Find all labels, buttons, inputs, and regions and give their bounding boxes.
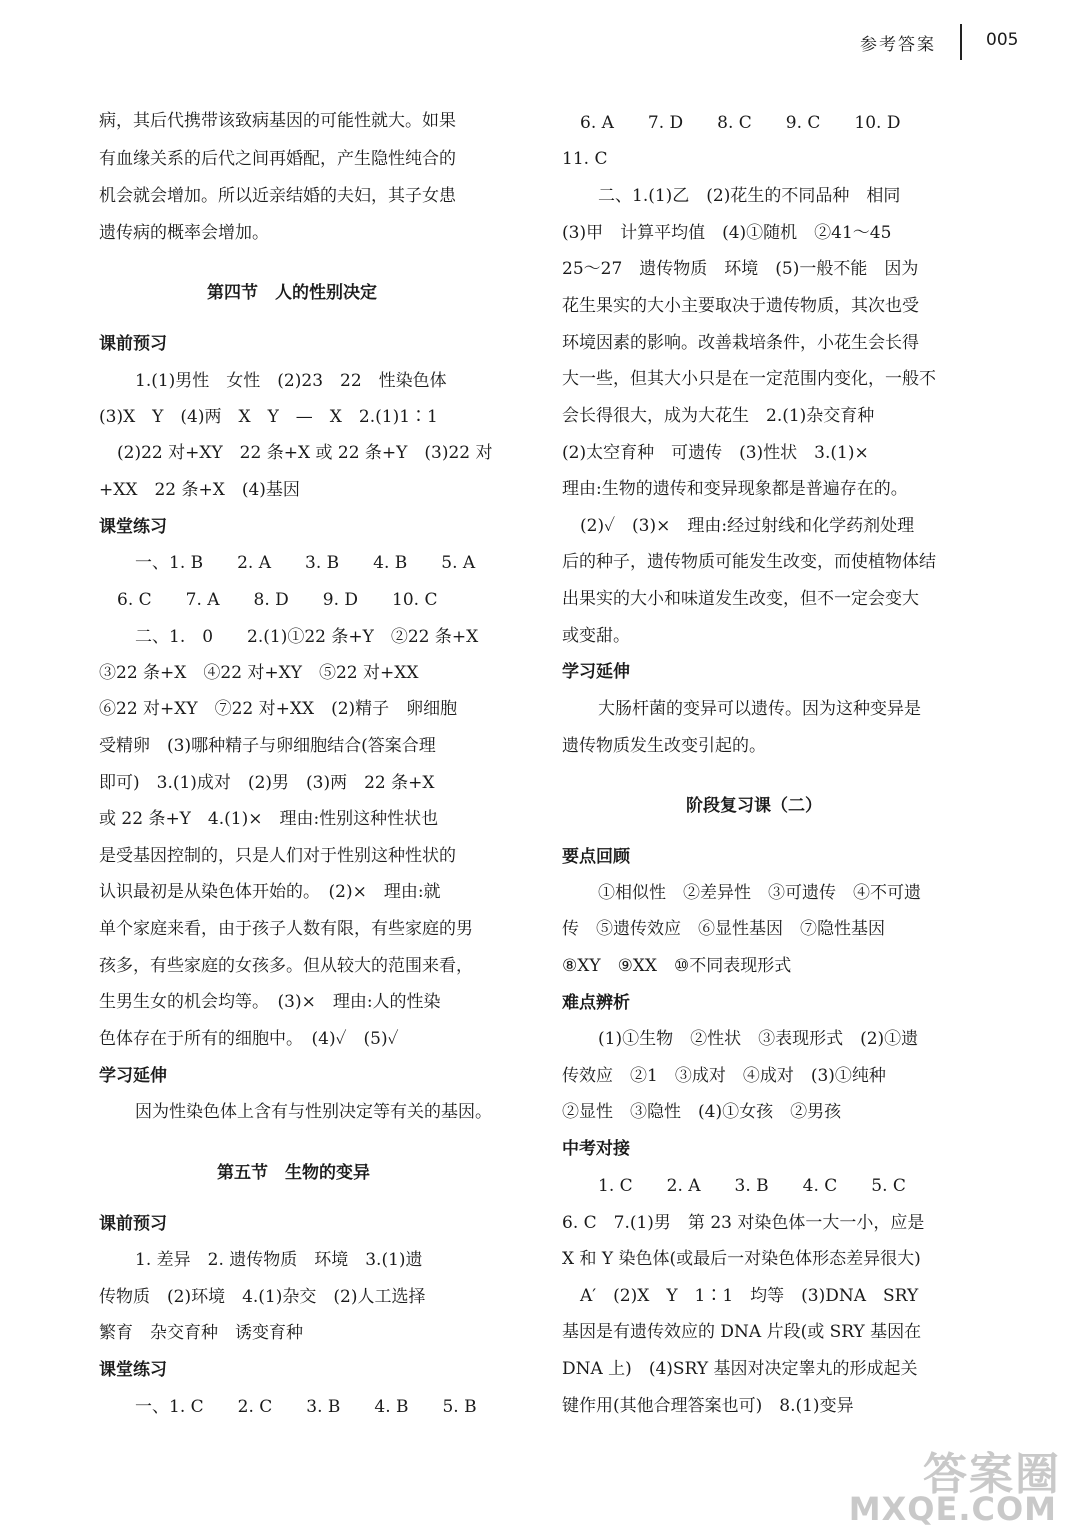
- text-line: 6. C 7. A 8. D 9. D 10. C: [117, 590, 438, 610]
- subsection-heading: 难点辨析: [562, 993, 630, 1013]
- text-line: 11. C: [562, 149, 608, 169]
- text-line: X 和 Y 染色体(或最后一对染色体形态差异很大): [562, 1249, 921, 1269]
- subsection-heading: 学习延伸: [562, 662, 630, 682]
- text-line: 基因是有遗传效应的 DNA 片段(或 SRY 基因在: [562, 1322, 922, 1342]
- text-line: DNA 上) (4)SRY 基因对决定睾丸的形成起关: [562, 1359, 918, 1379]
- text-line: 是受基因控制的，只是人们对于性别这种性状的: [99, 846, 456, 866]
- subsection-heading: 学习延伸: [99, 1066, 167, 1086]
- text-line: 后的种子，遗传物质可能发生改变，而使植物体结: [562, 552, 936, 572]
- text-line: 大一些，但其大小只是在一定范围内变化，一般不: [562, 369, 936, 389]
- text-line: 传物质 (2)环境 4.(1)杂交 (2)人工选择: [99, 1287, 426, 1307]
- text-line: 一、1. B 2. A 3. B 4. B 5. A: [135, 553, 476, 573]
- watermark-text: 答案圈: [923, 1449, 1061, 1500]
- subsection-heading: 课前预习: [99, 1214, 167, 1234]
- text-line: (1)①生物 ②性状 ③表现形式 (2)①遗: [598, 1029, 919, 1049]
- text-line: 单个家庭来看，由于孩子人数有限，有些家庭的男: [99, 919, 473, 939]
- text-line: 遗传物质发生改变引起的。: [562, 736, 766, 756]
- text-line: 繁育 杂交育种 诱变育种: [99, 1323, 303, 1343]
- text-line: 遗传病的概率会增加。: [99, 223, 269, 243]
- text-line: +XX 22 条+X (4)基因: [99, 480, 300, 500]
- text-line: ③22 条+X ④22 对+XY ⑤22 对+XX: [99, 663, 419, 683]
- text-line: 25～27 遗传物质 环境 (5)一般不能 因为: [562, 259, 919, 279]
- subsection-heading: 课前预习: [99, 334, 167, 354]
- subsection-heading: 要点回顾: [562, 847, 630, 867]
- text-line: ⑧XY ⑨XX ⑩不同表现形式: [562, 956, 792, 976]
- text-line: 环境因素的影响。改善栽培条件，小花生会长得: [562, 333, 919, 353]
- text-line: 因为性染色体上含有与性别决定等有关的基因。: [135, 1102, 492, 1122]
- text-line: ①相似性 ②差异性 ③可遗传 ④不可遗: [598, 883, 921, 903]
- text-line: 即可) 3.(1)成对 (2)男 (3)两 22 条+X: [99, 773, 435, 793]
- text-line: 孩多，有些家庭的女孩多。但从较大的范围来看，: [99, 956, 473, 976]
- text-line: 传效应 ②1 ③成对 ④成对 (3)①纯种: [562, 1066, 886, 1086]
- header-label: 参考答案: [860, 35, 936, 55]
- text-line: 二、1.(1)乙 (2)花生的不同品种 相同: [598, 186, 901, 206]
- text-line: ②显性 ③隐性 (4)①女孩 ②男孩: [562, 1102, 842, 1122]
- header-divider: [960, 24, 962, 60]
- text-line: (2)22 对+XY 22 条+X 或 22 条+Y (3)22 对: [117, 443, 493, 463]
- text-line: 1. C 2. A 3. B 4. C 5. C: [598, 1176, 906, 1196]
- text-line: 花生果实的大小主要取决于遗传物质，其次也受: [562, 296, 919, 316]
- text-line: 理由:生物的遗传和变异现象都是普遍存在的。: [562, 479, 908, 499]
- section-title: 阶段复习课（二）: [686, 796, 822, 816]
- text-line: 生男生女的机会均等。 (3)× 理由:人的性染: [99, 992, 441, 1012]
- text-line: ⑥22 对+XY ⑦22 对+XX (2)精子 卵细胞: [99, 699, 458, 719]
- text-line: 机会就会增加。所以近亲结婚的夫妇，其子女患: [99, 186, 456, 206]
- text-line: 会长得很大，成为大花生 2.(1)杂交育种: [562, 406, 875, 426]
- text-line: A′ (2)X Y 1∶1 均等 (3)DNA SRY: [580, 1286, 919, 1306]
- subsection-heading: 课堂练习: [99, 517, 167, 537]
- section-title: 第四节 人的性别决定: [207, 283, 377, 303]
- watermark-logo: [848, 1438, 1061, 1528]
- text-line: 病，其后代携带该致病基因的可能性就大。如果: [99, 111, 456, 131]
- text-line: 二、1. 0 2.(1)①22 条+Y ②22 条+X: [135, 627, 479, 647]
- text-line: 有血缘关系的后代之间再婚配，产生隐性纯合的: [99, 149, 456, 169]
- text-line: 或变甜。: [562, 626, 630, 646]
- text-line: (2)太空育种 可遗传 (3)性状 3.(1)×: [562, 443, 869, 463]
- text-line: 1.(1)男性 女性 (2)23 22 性染色体: [135, 371, 447, 391]
- text-line: 色体存在于所有的细胞中。 (4)✓ (5)✓: [99, 1029, 399, 1049]
- text-line: (3)甲 计算平均值 (4)①随机 ②41～45: [562, 223, 892, 243]
- text-line: 大肠杆菌的变异可以遗传。因为这种变异是: [598, 699, 921, 719]
- watermark-url: MXQE.COM: [848, 1490, 1057, 1528]
- text-line: (3)X Y (4)两 X Y — X 2.(1)1∶1: [99, 407, 438, 427]
- page-number: 005: [986, 30, 1019, 50]
- text-line: 受精卵 (3)哪种精子与卵细胞结合(答案合理: [99, 736, 436, 756]
- text-line: 或 22 条+Y 4.(1)× 理由:性别这种性状也: [99, 809, 439, 829]
- text-line: 6. A 7. D 8. C 9. C 10. D: [580, 113, 901, 133]
- text-line: 出果实的大小和味道发生改变，但不一定会变大: [562, 589, 919, 609]
- subsection-heading: 课堂练习: [99, 1360, 167, 1380]
- text-line: 一、1. C 2. C 3. B 4. B 5. B: [135, 1397, 477, 1417]
- text-line: 传 ⑤遗传效应 ⑥显性基因 ⑦隐性基因: [562, 919, 885, 939]
- text-line: 认识最初是从染色体开始的。 (2)× 理由:就: [99, 882, 441, 902]
- text-line: 1. 差异 2. 遗传物质 环境 3.(1)遗: [135, 1250, 423, 1270]
- text-line: 键作用(其他合理答案也可) 8.(1)变异: [562, 1396, 854, 1416]
- text-line: 6. C 7.(1)男 第 23 对染色体一大一小，应是: [562, 1213, 925, 1233]
- section-title: 第五节 生物的变异: [217, 1163, 370, 1183]
- subsection-heading: 中考对接: [562, 1139, 630, 1159]
- text-line: (2)✓ (3)× 理由:经过射线和化学药剂处理: [580, 516, 915, 536]
